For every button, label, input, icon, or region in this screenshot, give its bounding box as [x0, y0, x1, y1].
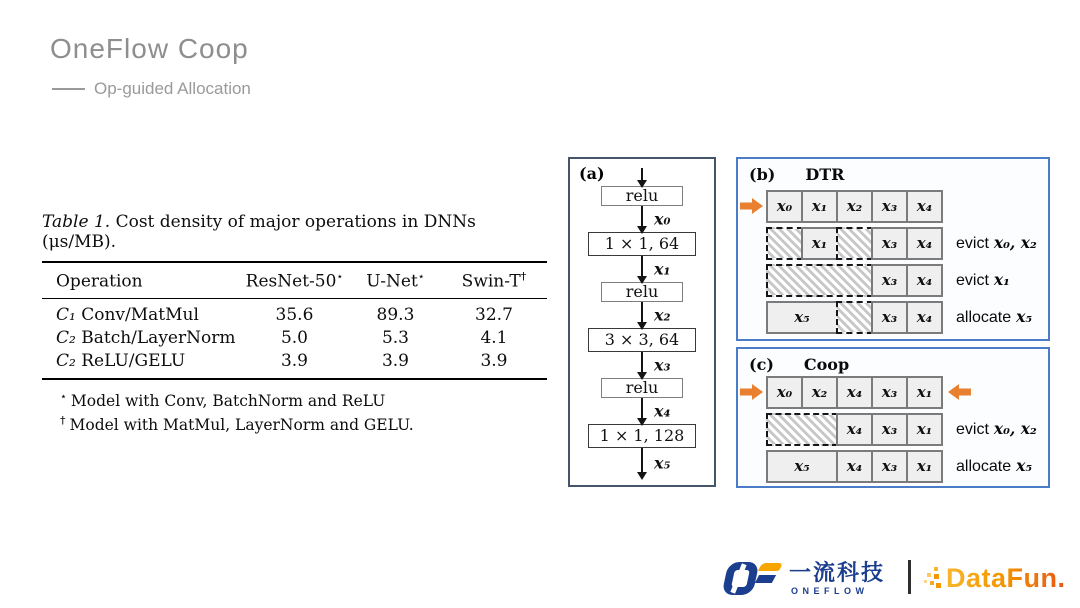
tensor-label: x₄: [654, 401, 671, 421]
row-note: allocate x₅: [956, 456, 1033, 475]
panel-coop: [736, 347, 1050, 488]
memory-cell: x₃: [871, 450, 908, 483]
flow-box-relu: relu: [601, 378, 683, 398]
table-caption: [42, 212, 547, 252]
page-title: OneFlow Coop: [50, 33, 249, 64]
arrow-right-icon: [740, 198, 763, 214]
flow-box-conv: 1 × 1, 128: [588, 424, 696, 448]
memory-cell: x₄: [906, 227, 943, 260]
logo-separator: [908, 560, 911, 594]
subtitle-text: Op-guided Allocation: [94, 79, 251, 98]
evicted-cell: [836, 301, 873, 334]
memory-cell: x₀: [766, 190, 803, 223]
panel-dtr: [736, 157, 1050, 341]
oneflow-logo: [722, 556, 885, 600]
flow-arrow-icon: [641, 398, 671, 424]
memory-cell: x₁: [906, 413, 943, 446]
table-caption-label: Table 1.: [42, 212, 111, 232]
flow-arrow-icon: [641, 206, 671, 232]
memory-cell: x₁: [801, 190, 838, 223]
datafun-wordmark: DataFun.: [946, 562, 1066, 593]
flow-arrow-icon: [641, 302, 671, 328]
oneflow-chinese-name: 一流科技: [789, 559, 886, 585]
memory-row: [740, 449, 1050, 483]
memory-row: [740, 189, 1050, 223]
memory-cell: x₄: [836, 376, 873, 409]
col-operation: Operation: [56, 271, 143, 292]
tensor-label: x₂: [654, 305, 671, 325]
datafun-dots-icon: [924, 565, 942, 591]
panel-c-header: [738, 349, 1048, 374]
tensor-label: x₃: [654, 355, 671, 375]
memory-cell: x₄: [906, 301, 943, 334]
panel-c-tag: (c): [749, 355, 774, 374]
col-swint: Swin-T†: [461, 270, 527, 292]
memory-cell: x₃: [871, 413, 908, 446]
memory-cell: x₂: [801, 376, 838, 409]
row-note: allocate x₅: [956, 307, 1033, 326]
panel-b-header: [738, 159, 1048, 184]
memory-cell: x₅: [766, 450, 838, 483]
memory-cell: x₃: [871, 227, 908, 260]
evicted-cell: [766, 264, 873, 297]
flow-arrow-icon: [641, 352, 671, 378]
row-note: evict x₁: [956, 270, 1010, 289]
panel-b-title: DTR: [805, 165, 845, 184]
table-row: C₂ Batch/LayerNorm 5.0 5.3 4.1: [56, 327, 508, 348]
panel-b-tag: (b): [749, 165, 776, 184]
memory-cell: x₄: [836, 450, 873, 483]
row-note: evict x₀, x₂: [956, 419, 1037, 438]
memory-cell: x₄: [836, 413, 873, 446]
tensor-label: x₁: [654, 259, 671, 279]
table-row: C₂ ReLU/GELU 3.9 3.9 3.9: [56, 350, 508, 371]
memory-cell: x₀: [766, 376, 803, 409]
flow-arrow-icon: [641, 168, 643, 186]
evicted-cell: [766, 227, 803, 260]
cost-table-block: [42, 212, 547, 435]
oneflow-english-name: ONEFLOW: [791, 585, 869, 596]
arrow-right-icon: [740, 384, 763, 400]
cost-table: [42, 261, 547, 380]
memory-cell: x₃: [871, 264, 908, 297]
flow-arrow-icon: [641, 256, 671, 282]
subtitle-dash-line: [52, 88, 85, 90]
memory-row: [740, 300, 1050, 334]
flow-box-relu: relu: [601, 186, 683, 206]
row-note: evict x₀, x₂: [956, 233, 1037, 252]
panel-c-title: Coop: [803, 355, 850, 374]
flow-box-conv: 1 × 1, 64: [588, 232, 696, 256]
memory-cell: x₃: [871, 376, 908, 409]
memory-cell: x₁: [906, 450, 943, 483]
memory-cell: x₅: [766, 301, 838, 334]
flow-diagram: [570, 168, 714, 478]
arrow-left-icon: [948, 384, 971, 400]
memory-cell: x₃: [871, 190, 908, 223]
memory-row: [740, 226, 1050, 260]
datafun-logo: [924, 556, 1066, 600]
evicted-cell: [836, 227, 873, 260]
memory-cell: x₃: [871, 301, 908, 334]
col-unet: U-Net⋆: [366, 270, 425, 292]
memory-row: [740, 412, 1050, 446]
memory-cell: x₄: [906, 190, 943, 223]
panel-a-tag: (a): [579, 164, 605, 183]
flow-box-conv: 3 × 3, 64: [588, 328, 696, 352]
memory-row: [740, 375, 1050, 409]
panel-network-flow: [568, 157, 716, 487]
memory-cell: x₄: [906, 264, 943, 297]
table-header-row: [42, 262, 547, 298]
flow-box-relu: relu: [601, 282, 683, 302]
table-caption-text: Cost density of major operations in DNNs (μs/MB).: [42, 212, 476, 252]
evicted-cell: [766, 413, 838, 446]
memory-row: [740, 263, 1050, 297]
oneflow-monogram-icon: [722, 558, 782, 598]
memory-cell: x₂: [836, 190, 873, 223]
footnote: † Model with MatMul, LayerNorm and GELU.: [60, 413, 414, 434]
flow-arrow-icon: [641, 448, 671, 478]
footnote: ⋆ Model with Conv, BatchNorm and ReLU: [60, 389, 386, 410]
memory-cell: x₁: [801, 227, 838, 260]
col-resnet50: ResNet-50⋆: [245, 270, 344, 292]
table-footnotes: [42, 387, 547, 435]
tensor-label: x₅: [654, 453, 671, 473]
page-subtitle: [52, 79, 251, 99]
table-row: C₁ Conv/MatMul 35.6 89.3 32.7: [56, 304, 513, 325]
tensor-label: x₀: [654, 209, 671, 229]
memory-cell: x₁: [906, 376, 943, 409]
